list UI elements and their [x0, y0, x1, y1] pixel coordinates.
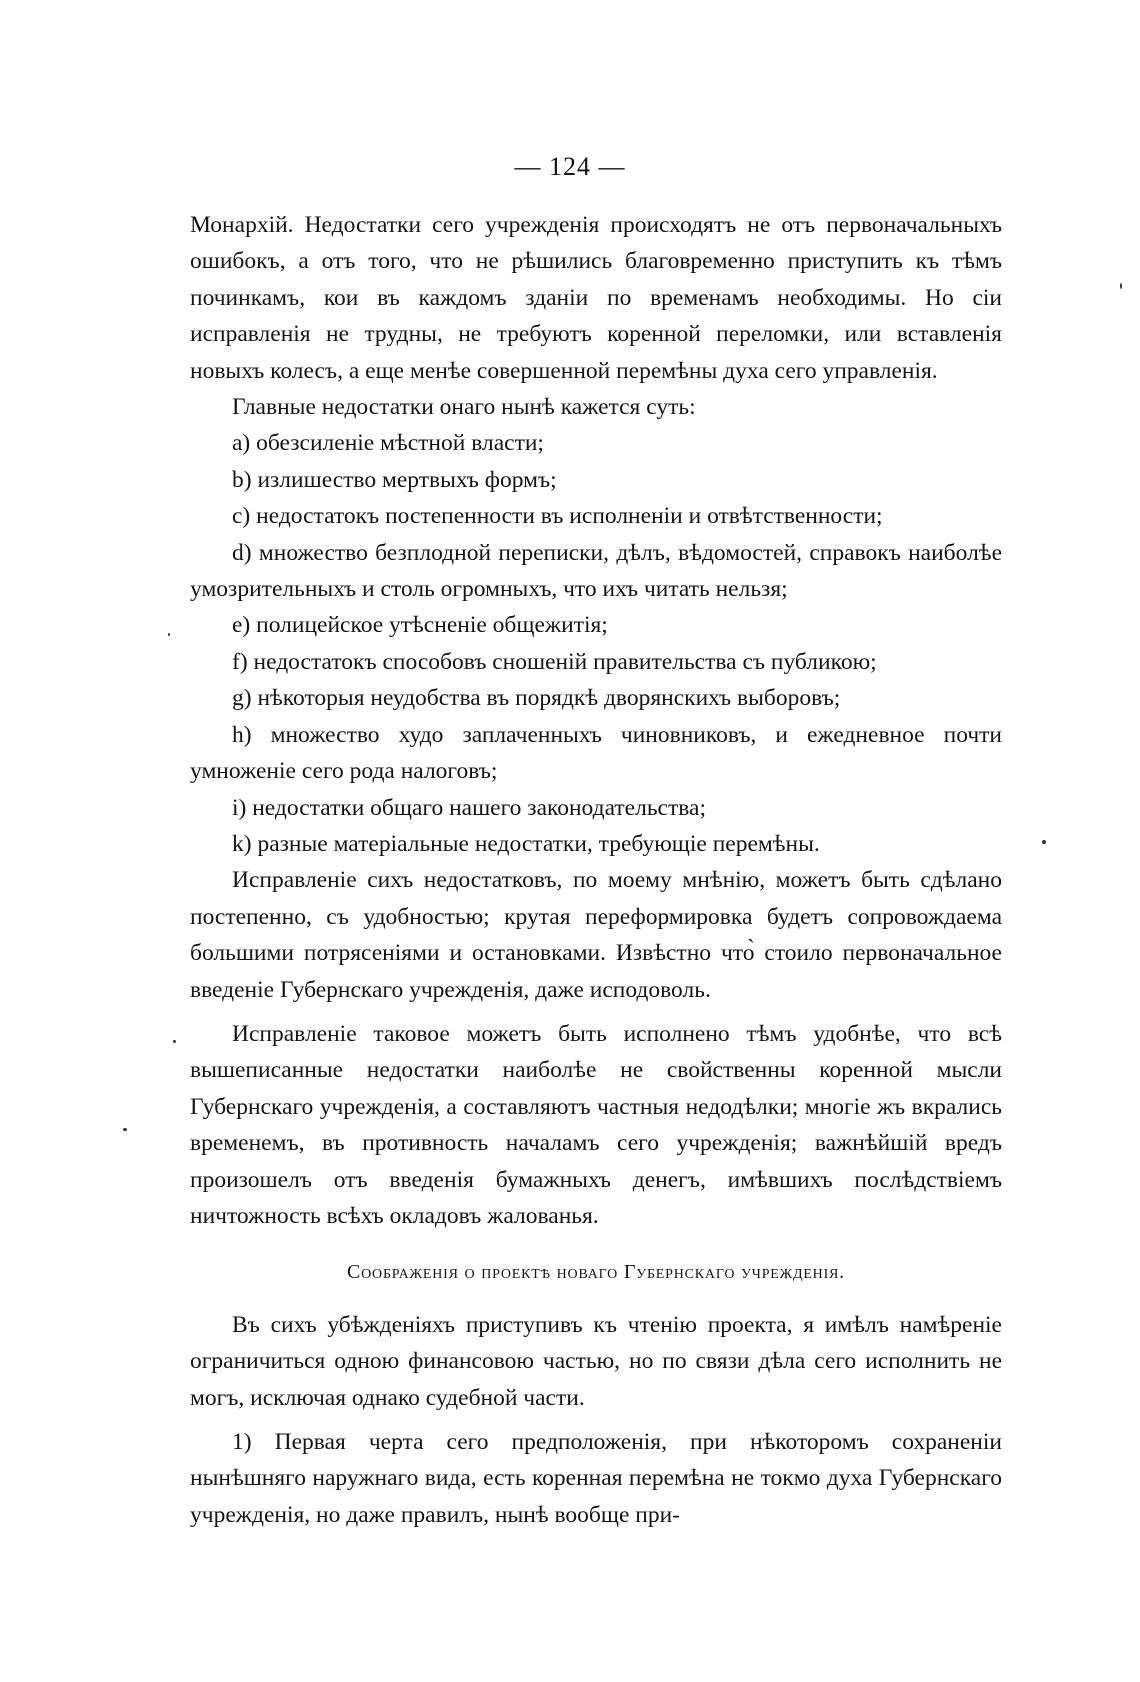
paragraph-correction-2: Исправленіе таковое можетъ быть исполнено тѣмъ удобнѣе, что всѣ вышеписанные недостатки наиболѣе не свойственны коренной мысли Губернскаго учрежденія, а составляютъ частныя недодѣлки; многіе жъ вкрались временемъ, въ противность началамъ сего учрежденія; важнѣйшій вредъ произошелъ отъ введенія бумажныхъ денегъ, имѣвшихъ послѣдствіемъ ничтожность всѣхъ окладовъ жалованья. — [190, 1020, 1002, 1229]
paragraph-intro: Монархій. Недостатки сего учрежденія происходятъ не отъ первоначальныхъ ошибокъ, а отъ того, что не рѣшились благовременно приступить къ тѣмъ починкамъ, кои въ каждомъ зданіи по временамъ необходимы. Но сіи исправленія не трудны, не требуютъ коренной переломки, или вставленія новыхъ колесъ, а еще менѣе совершенной перемѣны духа сего управленія. — [190, 212, 1002, 384]
page-number: — 124 — — [514, 152, 626, 181]
scan-speck — [1042, 840, 1046, 844]
list-item-e: e) полицейское утѣсненіе общежитія; — [232, 612, 608, 639]
list-item-g: g) нѣкоторыя неудобства въ порядкѣ дворянскихъ выборовъ; — [232, 685, 841, 712]
list-item-c: c) недостатокъ постепенности въ исполненіи и отвѣтственности; — [232, 503, 883, 530]
list-item-h: h) множество худо заплаченныхъ чиновниковъ, и ежедневное почти умноженіе сего рода налоговъ; — [190, 721, 1002, 785]
list-item-d: d) множество безплодной переписки, дѣлъ, вѣдомостей, справокъ наиболѣе умозрительныхъ и столь огромныхъ, что ихъ читать нельзя; — [190, 539, 1002, 603]
scan-speck — [1120, 283, 1122, 289]
scan-speck — [173, 1040, 176, 1043]
scan-speck — [168, 633, 170, 636]
list-item-k: k) разные матеріальные недостатки, требующіе перемѣны. — [232, 830, 820, 857]
list-item-i: i) недостатки общаго нашего законодательства; — [232, 794, 706, 821]
paragraph-convictions: Въ сихъ убѣжденіяхъ приступивъ къ чтенію проекта, я имѣлъ намѣреніе ограничиться одною финансовою частью, но по связи дѣла сего исполнить не могъ, исключая однако судебной части. — [190, 1311, 1002, 1411]
paragraph-main-defects: Главные недостатки онаго нынѣ кажется суть: — [232, 394, 696, 421]
paragraph-first-feature: 1) Первая черта сего предположенія, при нѣкоторомъ сохраненіи нынѣшняго наружнаго вида, есть коренная перемѣна не токмо духа Губернскаго учрежденія, но даже правилъ, нынѣ вообще при- — [190, 1429, 1002, 1528]
body-text — [190, 207, 1002, 1533]
paragraph-correction-1: Исправленіе сихъ недостатковъ, по моему мнѣнію, можетъ быть сдѣлано постепенно, съ удобностью; крутая переформировка будетъ сопровождаема большими потрясеніями и остановками. Извѣстно что̀ стоило первоначальное введеніе Губернскаго учрежденія, даже исподоволь. — [190, 867, 1002, 1003]
list-item-b: b) излишество мертвыхъ формъ; — [232, 466, 557, 493]
scan-speck — [123, 1128, 127, 1131]
list-item-f: f) недостатокъ способовъ сношеній правительства съ публикою; — [232, 648, 877, 675]
section-heading: Соображенія о проектѣ новаго Губернскаго учрежденія. — [347, 1261, 845, 1284]
list-item-a: a) обезсиленіе мѣстной власти; — [232, 430, 544, 457]
